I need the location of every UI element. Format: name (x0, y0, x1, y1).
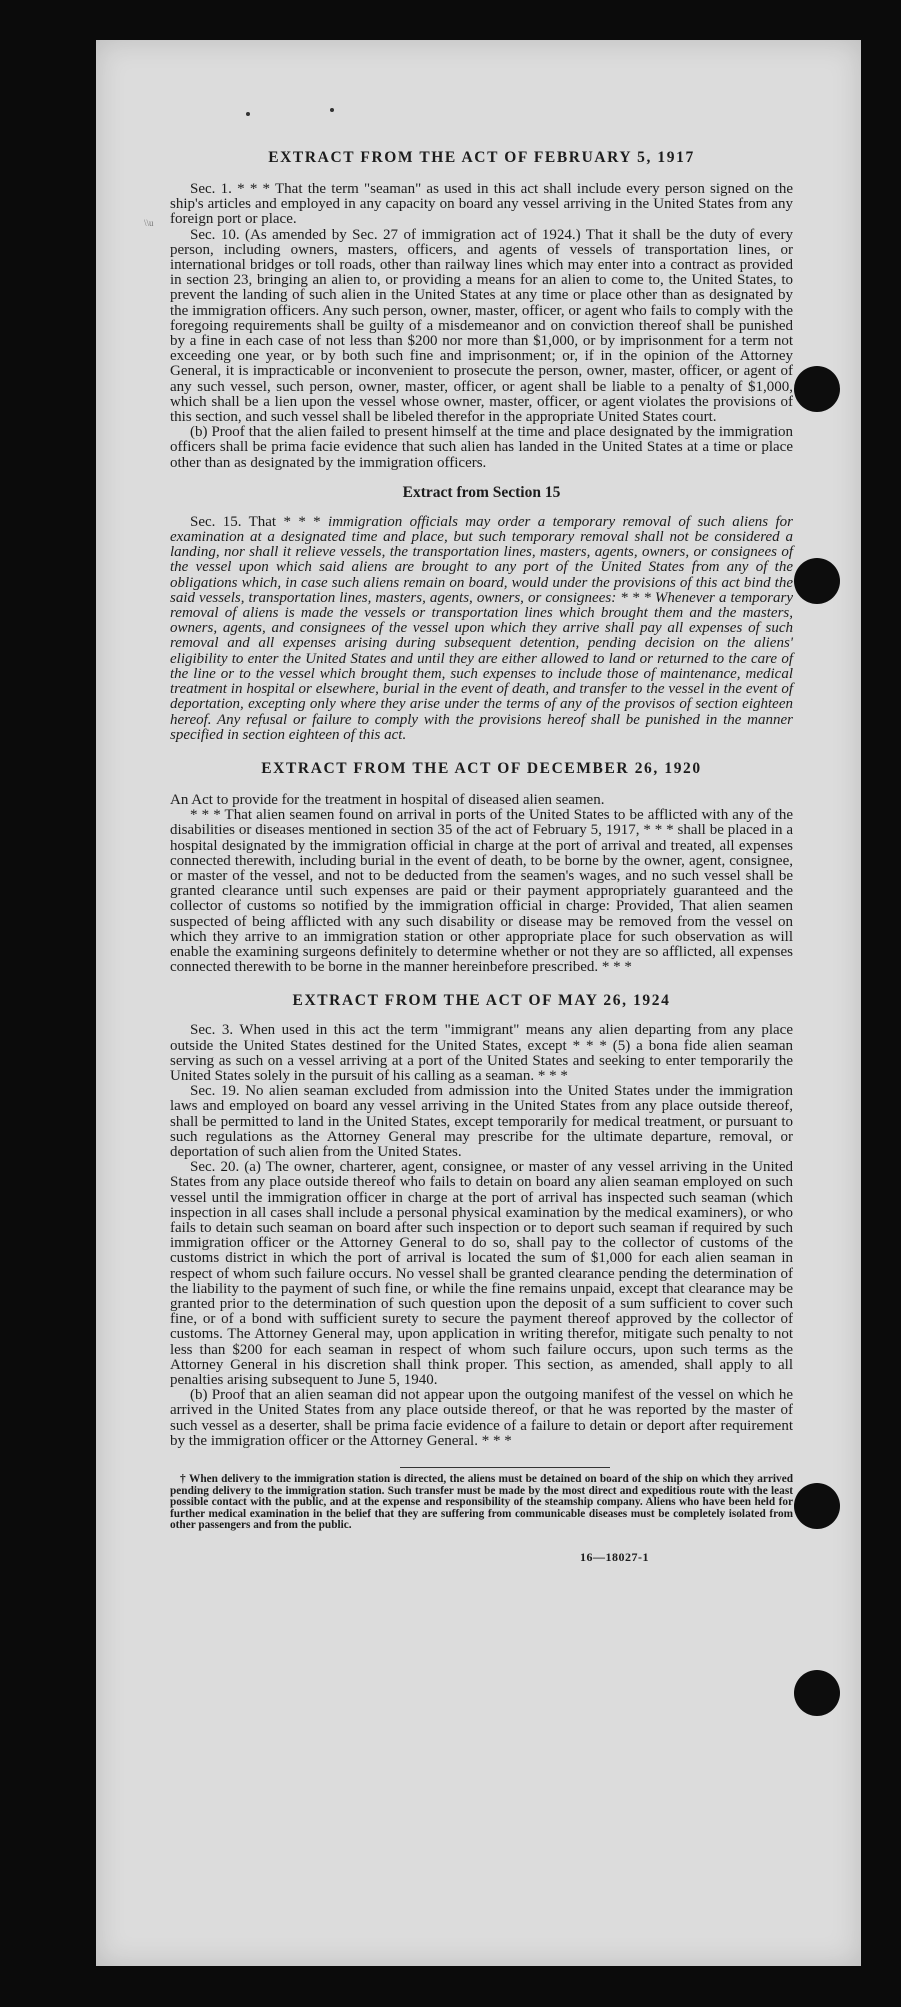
punch-hole (794, 1483, 840, 1529)
paragraph-sec-10-b: (b) Proof that the alien failed to present himself at the time and place designated by the immigration officers shall be prima facie evidence that such alien has landed in the United States at a time or place other than as designated by the immigration officers. (170, 424, 793, 471)
paragraph-1924-sec-19: Sec. 19. No alien seaman excluded from admission into the United States under the immigration laws and employed on board any vessel arriving in the United States from any place outside thereof, shall be permitted to land in the United States, except temporarily for medical treatment, or pursuant to such regulations as the Attorney General may prescribe for the ultimate departure, removal, or deportation of such alien from the United States. (170, 1083, 793, 1160)
sec-15-lead: Sec. 15. That * * * (190, 513, 329, 530)
paragraph-sec-1: Sec. 1. * * * That the term "seaman" as used in this act shall include every person signed on the ship's articles and employed in any capacity on board any vessel arriving in the United States from any foreign port or place. (170, 181, 793, 228)
paragraph-1924-sec-20-a: Sec. 20. (a) The owner, charterer, agent, consignee, or master of any vessel arriving in the United States from any place outside thereof who fails to detain on board any alien seaman employed on such vessel until the immigration officer in charge at the port of arrival has inspected such seaman (which inspection in all cases shall include a personal physical examination by the medical examiners), or who fails to detain such seaman on board after such inspection or to deport such seaman if required by such immigration officer or the Attorney General to do so, shall pay to the collector of customs of the customs district in which the port of arrival is located the sum of $1,000 for each alien seaman in respect of whom such failure occurs. No vessel shall be granted clearance pending the determination of the liability to the payment of such fine, or while the fine remains unpaid, except that clearance may be granted prior to the determination of such question upon the deposit of a sum sufficient to cover such fine, or of a bond with sufficient surety to secure the payment thereof approved by the collector of customs. The Attorney General may, upon application in writing therefor, mitigate such penalty to not less than $200 for each seaman in respect of whom such failure occurs, upon such terms as the Attorney General in his discretion shall think proper. This section, as amended, shall apply to all penalties arising subsequent to June 5, 1940. (170, 1159, 793, 1389)
paragraph-sec-15 (170, 515, 793, 743)
speck (330, 108, 334, 112)
punch-hole (794, 558, 840, 604)
paragraph-1920-title: An Act to provide for the treatment in hospital of diseased alien seamen. (170, 791, 605, 808)
speck (246, 112, 250, 116)
paragraph-1924-sec-20-b: (b) Proof that an alien seaman did not appear upon the outgoing manifest of the vessel on which he arrived in the United States from any place outside thereof, or that he was reported by the master of such vessel as a deserter, shall be prima facie evidence of a failure to detain or deport after requirement by the immigration officer or the Attorney General. * * * (170, 1387, 793, 1449)
punch-hole (794, 366, 840, 412)
punch-hole (794, 1670, 840, 1716)
paragraph-sec-10-a: Sec. 10. (As amended by Sec. 27 of immigration act of 1924.) That it shall be the duty of every person, including owners, masters, officers, and agents of vessels of transportation lines, or international bridges or toll roads, other than railway lines which may enter into a contract as provided in section 23, bringing an alien to, or providing a means for an alien to come to, the United States, to prevent the landing of such alien in the United States at any time or place other than as designated by the immigration officers. Any such person, owner, master, officer, or agent who fails to comply with the foregoing requirements shall be guilty of a misdemeanor and on conviction thereof shall be punished by a fine in each case of not less than $200 nor more than $1,000, or by imprisonment for a term not exceeding one year, or by both such fine and imprisonment; or, if in the opinion of the Attorney General, it is impracticable or inconvenient to prosecute the person, owner, master, officer, or agent of any such vessel, such person, owner, master, officer, or agent shall be liable to a penalty of $1,000, which shall be a lien upon the vessel whose owner, master, officer, or agent violates the provisions of this section, and such vessel shall be libeled therefor in the appropriate United States court. (170, 226, 793, 426)
paragraph-1924-sec-3: Sec. 3. When used in this act the term "immigrant" means any alien departing from any place outside the United States destined for the United States, except * * * (5) a bona fide alien seaman serving as such on a vessel arriving at a port of the United States and seeking to enter temporarily the United States solely in the pursuit of his calling as a seaman. * * * (170, 1022, 793, 1084)
margin-mark: \\u (144, 218, 154, 228)
heading-act-1924: EXTRACT FROM THE ACT OF MAY 26, 1924 (292, 992, 671, 1010)
document-page (96, 40, 861, 1966)
heading-act-1920: EXTRACT FROM THE ACT OF DECEMBER 26, 1920 (261, 759, 702, 777)
footnote-divider (400, 1467, 610, 1468)
sec-15-body: immigration officials may order a temporary removal of such aliens for examination at a designated time and place, but such temporary removal shall not be considered a landing, nor shall it relieve vessels, the transportation lines, masters, agents, owners, or consignees of the vessel upon which said aliens are brought to any port of the United States from any of the obligations which, in case such aliens remain on board, would under the provisions of this act bind the said vessels, transportation lines, masters, agents, owners, or consignees: * * * Whenever a temporary removal of aliens is made the vessels or transportation lines which brought them and the masters, owners, agents, and consignees of the vessel upon which they arrive shall pay all expenses of such removal and all expenses arising during subsequent detention, pending decision on the aliens' eligibility to enter the United States and until they are either allowed to land or returned to the care of the line or to the vessel which brought them, such expenses to include those of maintenance, medical treatment in hospital or elsewhere, burial in the event of death, and transfer to the vessel in the event of deportation, excepting only where they arise under the terms of any of the provisos of section eighteen hereof. Any refusal or failure to comply with the provisions hereof shall be punished in the manner specified in section eighteen of this act. (170, 513, 794, 743)
paragraph-1920-body: * * * That alien seamen found on arrival in ports of the United States to be afflicted with any of the disabilities or diseases mentioned in section 35 of the act of February 5, 1917, * * * shall be placed in a hospital designated by the immigration official in charge at the port of arrival and treated, all expenses connected therewith, including burial in the event of death, to be borne by the owner, agent, consignee, or master of the vessel, and not to be deducted from the seamen's wages, and no such vessel shall be granted clearance until such expenses are paid or their payment appropriately guaranteed and the collector of customs so notified by the immigration official in charge: Provided, That alien seamen suspected of being afflicted with any such disability or disease may be removed from the vessel on which they arrive to an immigration station or other appropriate place for such observation as will enable the examining surgeons definitely to determine whether or not they are so afflicted, all expenses connected therewith to be borne in the manner hereinbefore prescribed. * * * (170, 807, 793, 976)
form-number: 16—18027-1 (580, 1550, 649, 1564)
heading-act-1917: EXTRACT FROM THE ACT OF FEBRUARY 5, 1917 (268, 149, 695, 166)
footnote: † When delivery to the immigration station is directed, the aliens must be detained on board of the ship on which they arrived pending delivery to the immigration station. Such transfer must be made by the most direct and expeditious route with the least possible contact with the public, and at the expense and responsibility of the steamship company. Aliens who have been held for further medical examination in the belief that they are suffering from communicable diseases must be completely isolated from other passengers and from the public. (170, 1473, 793, 1532)
heading-section-15: Extract from Section 15 (402, 483, 561, 501)
